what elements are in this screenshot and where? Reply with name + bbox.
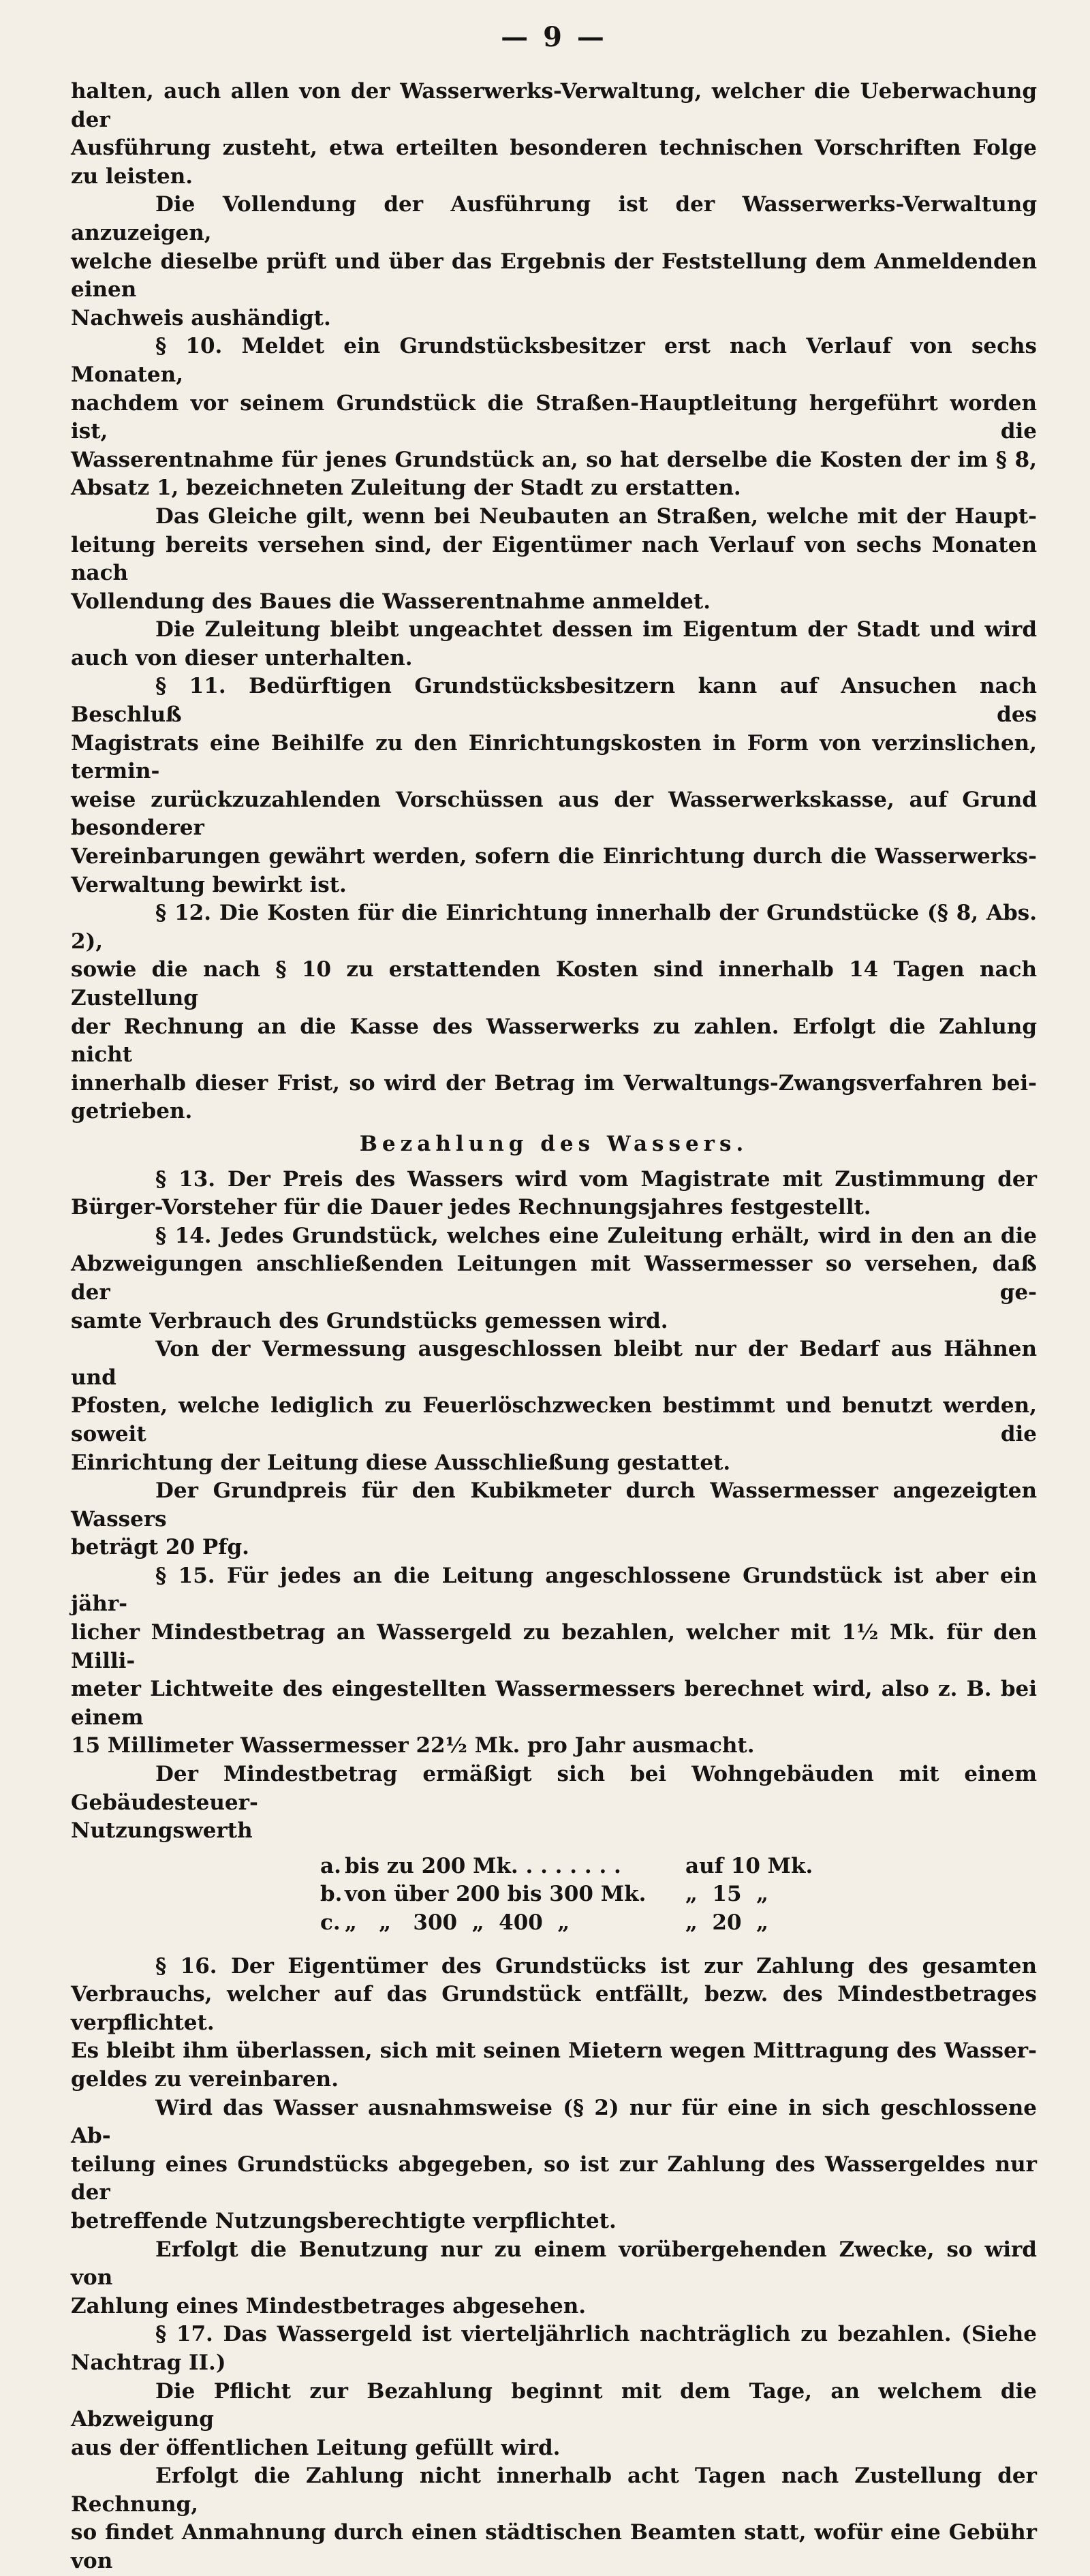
text-line: Magistrats eine Beihilfe zu den Einrichtungskosten in Form von verzinslichen, termin- <box>71 730 1037 784</box>
text-line: Nachtrag II.) <box>71 2350 226 2375</box>
text-line: Abzweigungen anschließenden Leitungen mit Wassermesser so versehen, daß der ge- <box>71 1252 1037 1305</box>
rate-result: auf 10 Mk. <box>685 1853 813 1878</box>
text-line: § 16. Der Eigentümer des Grundstücks ist zur Zahlung des gesamten <box>155 1953 1037 1978</box>
paragraphs-after-heading <box>71 1166 1037 1846</box>
rate-range: von über 200 bis 300 Mk. <box>345 1882 647 1907</box>
text-line: Einrichtung der Leitung diese Ausschließung gestattet. <box>71 1450 731 1475</box>
text-line: Es bleibt ihm überlassen, sich mit seinen Mietern wegen Mittragung des Wasser- <box>71 2038 1037 2064</box>
text-line: so findet Anmahnung durch einen städtischen Beamten statt, wofür eine Gebühr von <box>71 2520 1037 2574</box>
text-line: § 10. Meldet ein Grundstücksbesitzer erst nach Verlauf von sechs Monaten, <box>71 334 1037 387</box>
text-line: weise zurückzuzahlenden Vorschüssen aus der Wasserwerkskasse, auf Grund besonderer <box>71 787 1037 841</box>
rate-result: „ 15 „ <box>685 1882 768 1907</box>
rate-range: bis zu 200 Mk. . . . . . . . <box>345 1853 621 1878</box>
text-line: § 15. Für jedes an die Leitung angeschlossene Grundstück ist aber ein jähr- <box>71 1563 1037 1617</box>
rate-letter: c. <box>320 1910 341 1935</box>
text-line: auch von dieser unterhalten. <box>71 645 413 670</box>
text-line: aus der öffentlichen Leitung gefüllt wird. <box>71 2435 561 2460</box>
text-line: Nachweis aushändigt. <box>71 305 331 330</box>
text-line: Vereinbarungen gewährt werden, sofern die Einrichtung durch die Wasserwerks- <box>71 844 1037 869</box>
rate-row <box>71 1852 1037 1881</box>
text-line: Die Pflicht zur Bezahlung beginnt mit dem Tage, an welchem die Abzweigung <box>71 2378 1037 2432</box>
paragraphs-after-table <box>71 1953 1037 2576</box>
text-line: meter Lichtweite des eingestellten Wassermessers berechnet wird, also z. B. bei einem <box>71 1677 1037 1730</box>
text-line: Der Mindestbetrag ermäßigt sich bei Wohngebäuden mit einem Gebäudesteuer- <box>71 1762 1037 1815</box>
text-line: betreffende Nutzungsberechtigte verpflichtet. <box>71 2208 617 2233</box>
text-line: sowie die nach § 10 zu erstattenden Kosten sind innerhalb 14 Tagen nach Zustellung <box>71 957 1037 1010</box>
text-line: Von der Vermessung ausgeschlossen bleibt nur der Bedarf aus Hähnen und <box>71 1337 1037 1390</box>
text-line: Vollendung des Baues die Wasserentnahme anmeldet. <box>71 589 711 614</box>
text-line: samte Verbrauch des Grundstücks gemessen wird. <box>71 1308 668 1333</box>
text-line: nachdem vor seinem Grundstück die Straßen-Hauptleitung hergeführt worden ist, die <box>71 390 1037 444</box>
rate-table <box>71 1852 1037 1938</box>
text-line: Verwaltung bewirkt ist. <box>71 872 347 897</box>
text-line: halten, auch allen von der Wasserwerks-Verwaltung, welcher die Ueberwachung der <box>71 79 1037 132</box>
text-line: geldes zu vereinbaren. <box>71 2066 339 2092</box>
rate-letter: b. <box>320 1882 343 1907</box>
text-line: § 13. Der Preis des Wassers wird vom Magistrate mit Zustimmung der <box>155 1166 1037 1192</box>
text-line: Verbrauchs, welcher auf das Grundstück entfällt, bezw. des Mindestbetrages verpflichtet. <box>71 1982 1037 2035</box>
text-line: Die Zuleitung bleibt ungeachtet dessen im Eigentum der Stadt und wird <box>155 617 1037 642</box>
text-line: § 11. Bedürftigen Grundstücksbesitzern kann auf Ansuchen nach Beschluß des <box>71 674 1037 728</box>
text-line: der Rechnung an die Kasse des Wasserwerks zu zahlen. Erfolgt die Zahlung nicht <box>71 1014 1037 1068</box>
text-line: beträgt 20 Pfg. <box>71 1535 249 1560</box>
text-line: Erfolgt die Benutzung nur zu einem vorübergehenden Zwecke, so wird von <box>71 2237 1037 2291</box>
text-line: leitung bereits versehen sind, der Eigentümer nach Verlauf von sechs Monaten nach <box>71 532 1037 586</box>
text-line: Der Grundpreis für den Kubikmeter durch Wassermesser angezeigten Wassers <box>71 1478 1037 1532</box>
rate-result: „ 20 „ <box>685 1910 768 1935</box>
document-body <box>71 78 1037 2576</box>
text-line: welche dieselbe prüft und über das Ergebnis der Feststellung dem Anmeldenden einen <box>71 249 1037 302</box>
text-line: Nutzungswerth <box>71 1818 253 1844</box>
rate-letter: a. <box>320 1853 341 1878</box>
text-line: § 14. Jedes Grundstück, welches eine Zuleitung erhält, wird in den an die <box>155 1223 1037 1248</box>
text-line: Das Gleiche gilt, wenn bei Neubauten an Straßen, welche mit der Haupt- <box>155 503 1037 529</box>
text-line: Pfosten, welche lediglich zu Feuerlöschzwecken bestimmt und benutzt werden, soweit die <box>71 1393 1037 1446</box>
text-line: innerhalb dieser Frist, so wird der Betrag im Verwaltungs-Zwangsverfahren bei- <box>71 1070 1037 1096</box>
text-line: Zahlung eines Mindestbetrages abgesehen. <box>71 2293 587 2318</box>
text-line: licher Mindestbetrag an Wassergeld zu bezahlen, welcher mit 1½ Mk. für den Milli- <box>71 1620 1037 1673</box>
text-line: Ausführung zusteht, etwa erteilten besonderen technischen Vorschriften Folge zu leisten. <box>71 136 1037 189</box>
text-line: Wird das Wasser ausnahmsweise (§ 2) nur für eine in sich geschlossene Ab- <box>71 2095 1037 2149</box>
section-heading: Bezahlung des Wassers. <box>359 1131 749 1156</box>
rate-row <box>71 1880 1037 1909</box>
text-line: § 17. Das Wassergeld ist vierteljährlich nachträglich zu bezahlen. (Siehe <box>155 2322 1037 2347</box>
paragraphs-before-heading <box>71 78 1037 1126</box>
text-line: Absatz 1, bezeichneten Zuleitung der Stadt zu erstatten. <box>71 476 741 501</box>
text-line: teilung eines Grundstücks abgegeben, so ist zur Zahlung des Wassergeldes nur der <box>71 2152 1037 2205</box>
text-line: Bürger-Vorsteher für die Dauer jedes Rechnungsjahres festgestellt. <box>71 1195 871 1220</box>
rate-row <box>71 1909 1037 1938</box>
text-line: getrieben. <box>71 1099 193 1124</box>
text-line: 15 Millimeter Wassermesser 22½ Mk. pro Jahr ausmacht. <box>71 1733 755 1758</box>
text-line: § 12. Die Kosten für die Einrichtung innerhalb der Grundstücke (§ 8, Abs. 2), <box>71 901 1037 954</box>
rate-range: „ „ 300 „ 400 „ <box>345 1910 570 1935</box>
text-line: Wasserentnahme für jenes Grundstück an, so hat derselbe die Kosten der im § 8, <box>71 447 1037 472</box>
text-line: Die Vollendung der Ausführung ist der Wasserwerks-Verwaltung anzuzeigen, <box>71 192 1037 245</box>
text-line: Erfolgt die Zahlung nicht innerhalb acht Tagen nach Zustellung der Rechnung, <box>71 2464 1037 2517</box>
page-number: — 9 — <box>501 21 607 53</box>
